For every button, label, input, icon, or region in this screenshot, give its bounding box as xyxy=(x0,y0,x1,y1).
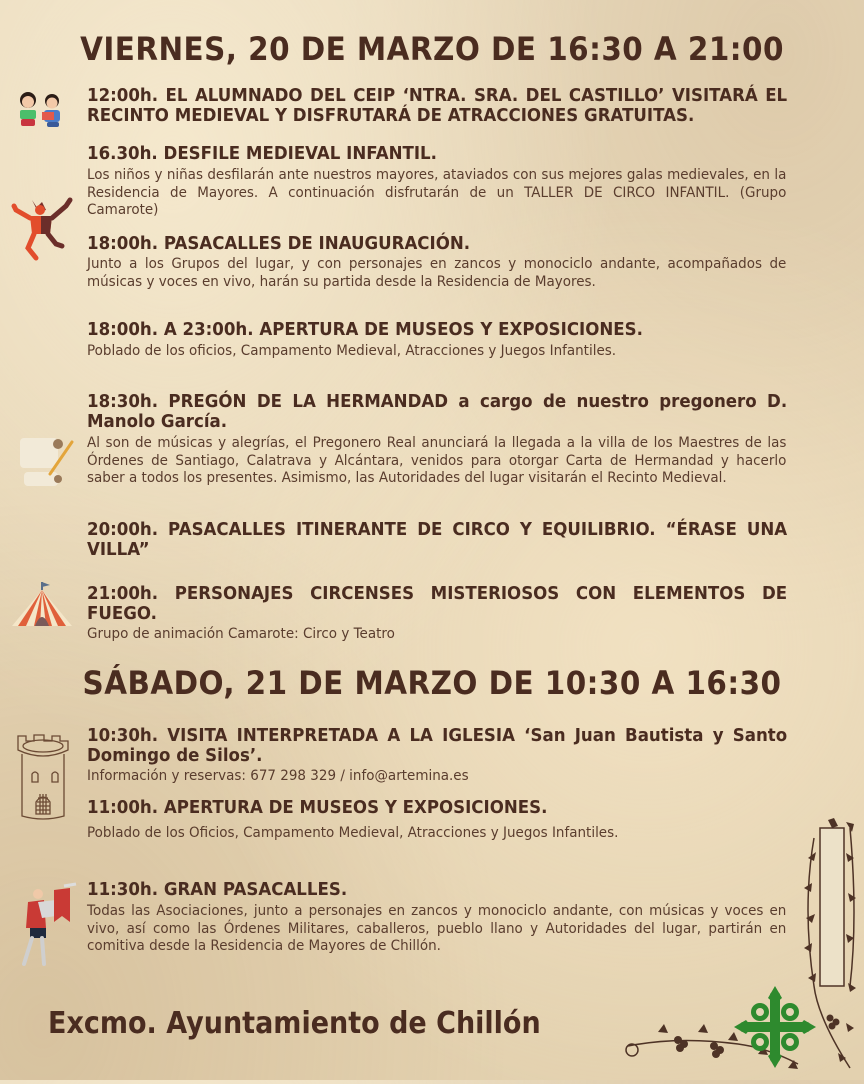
friday-title: VIERNES, 20 DE MARZO DE 16:30 A 21:00 xyxy=(80,30,784,68)
event-friday-1800-pasacalles xyxy=(87,234,787,291)
event-title: 21:00h. PERSONAJES CIRCENSES MISTERIOSOS CON ELEMENTOS DE FUEGO. xyxy=(87,584,788,624)
event-title xyxy=(87,392,787,432)
castle-tower-icon xyxy=(14,732,72,822)
event-friday-1630 xyxy=(87,144,787,220)
event-description: Al son de músicas y alegrías, el Pregonero Real anunciará la llegada a la villa de los Maestres de las Órdenes de Santiago, Calatrava y Alcántara, venidos para otorgar Carta de Hermandad y hacerlo saber a todos los presentes. Asimismo, las Autoridades del lugar visitarán el Recinto Medieval. xyxy=(87,435,787,486)
jester-icon xyxy=(10,188,74,262)
event-friday-1200 xyxy=(87,86,787,126)
event-title-rest: ‘San Juan Bautista y Santo Domingo de Silos’. xyxy=(87,726,788,766)
event-title: 12:00h. EL ALUMNADO DEL CEIP ‘NTRA. SRA. DEL CASTILLO’ VISITARÁ EL RECINTO MEDIEVAL Y DISFRUTARÁ DE ATRACCIONES GRATUITAS. xyxy=(87,86,788,126)
event-title-rest: a cargo de nuestro pregonero D. Manolo García. xyxy=(87,392,788,432)
event-friday-1830 xyxy=(87,392,787,488)
event-description: Poblado de los oficios, Campamento Medieval, Atracciones y Juegos Infantiles. xyxy=(87,343,617,359)
children-reading-icon xyxy=(14,90,70,130)
event-title: 11:00h. APERTURA DE MUSEOS Y EXPOSICIONES. xyxy=(87,798,548,818)
event-title: 11:30h. GRAN PASACALLES. xyxy=(87,880,348,900)
event-friday-2000 xyxy=(87,520,787,560)
cross-of-alcantara-icon xyxy=(734,986,816,1068)
event-title: 18:00h. A 23:00h. APERTURA DE MUSEOS Y EXPOSICIONES. xyxy=(87,320,643,340)
event-title: 20:00h. PASACALLES ITINERANTE DE CIRCO Y EQUILIBRIO. “ÉRASE UNA VILLA” xyxy=(87,520,788,560)
saturday-title: SÁBADO, 21 DE MARZO DE 10:30 A 16:30 xyxy=(82,664,782,702)
event-title: 18:00h. PASACALLES DE INAUGURACIÓN. xyxy=(87,234,471,254)
event-friday-2100 xyxy=(87,584,787,644)
organizer-name: Excmo. Ayuntamiento de Chillón xyxy=(48,1006,541,1041)
event-title xyxy=(87,726,787,766)
event-friday-1800-museos xyxy=(87,320,787,361)
event-title-caps: 10:30h. VISITA INTERPRETADA A LA IGLESIA xyxy=(87,726,515,746)
event-description: Grupo de animación Camarote: Circo y Teatro xyxy=(87,626,395,642)
scroll-quill-icon xyxy=(16,436,76,492)
event-saturday-1030 xyxy=(87,726,787,786)
event-description: Poblado de los Oficios, Campamento Medieval, Atracciones y Juegos Infantiles. xyxy=(87,825,619,841)
event-title: 16.30h. DESFILE MEDIEVAL INFANTIL. xyxy=(87,144,437,164)
herald-banner-icon xyxy=(14,882,78,972)
event-description: Los niños y niñas desfilarán ante nuestros mayores, ataviados con sus mejores galas medievales, en la Residencia de Mayores. A continuación disfrutarán de un TALLER DE CIRCO INFANTIL. (Grupo Camarote) xyxy=(87,167,787,218)
circus-tent-icon xyxy=(8,580,76,630)
event-description: Junto a los Grupos del lugar, y con personajes en zancos y monociclo andante, acompañados de músicas y voces en vivo, harán su partida desde la Residencia de Mayores. xyxy=(87,256,787,290)
event-title-caps: 18:30h. PREGÓN DE LA HERMANDAD xyxy=(87,392,449,412)
event-description: Todas las Asociaciones, junto a personajes en zancos y monociclo andante, con músicas y voces en vivo, así como las Órdenes Militares, caballeros, pueblo llano y Autoridades del lugar, partirán en comitiva desde la Residencia de Mayores de Chillón. xyxy=(87,903,787,954)
event-description: Información y reservas: 677 298 329 / info@artemina.es xyxy=(87,768,469,784)
